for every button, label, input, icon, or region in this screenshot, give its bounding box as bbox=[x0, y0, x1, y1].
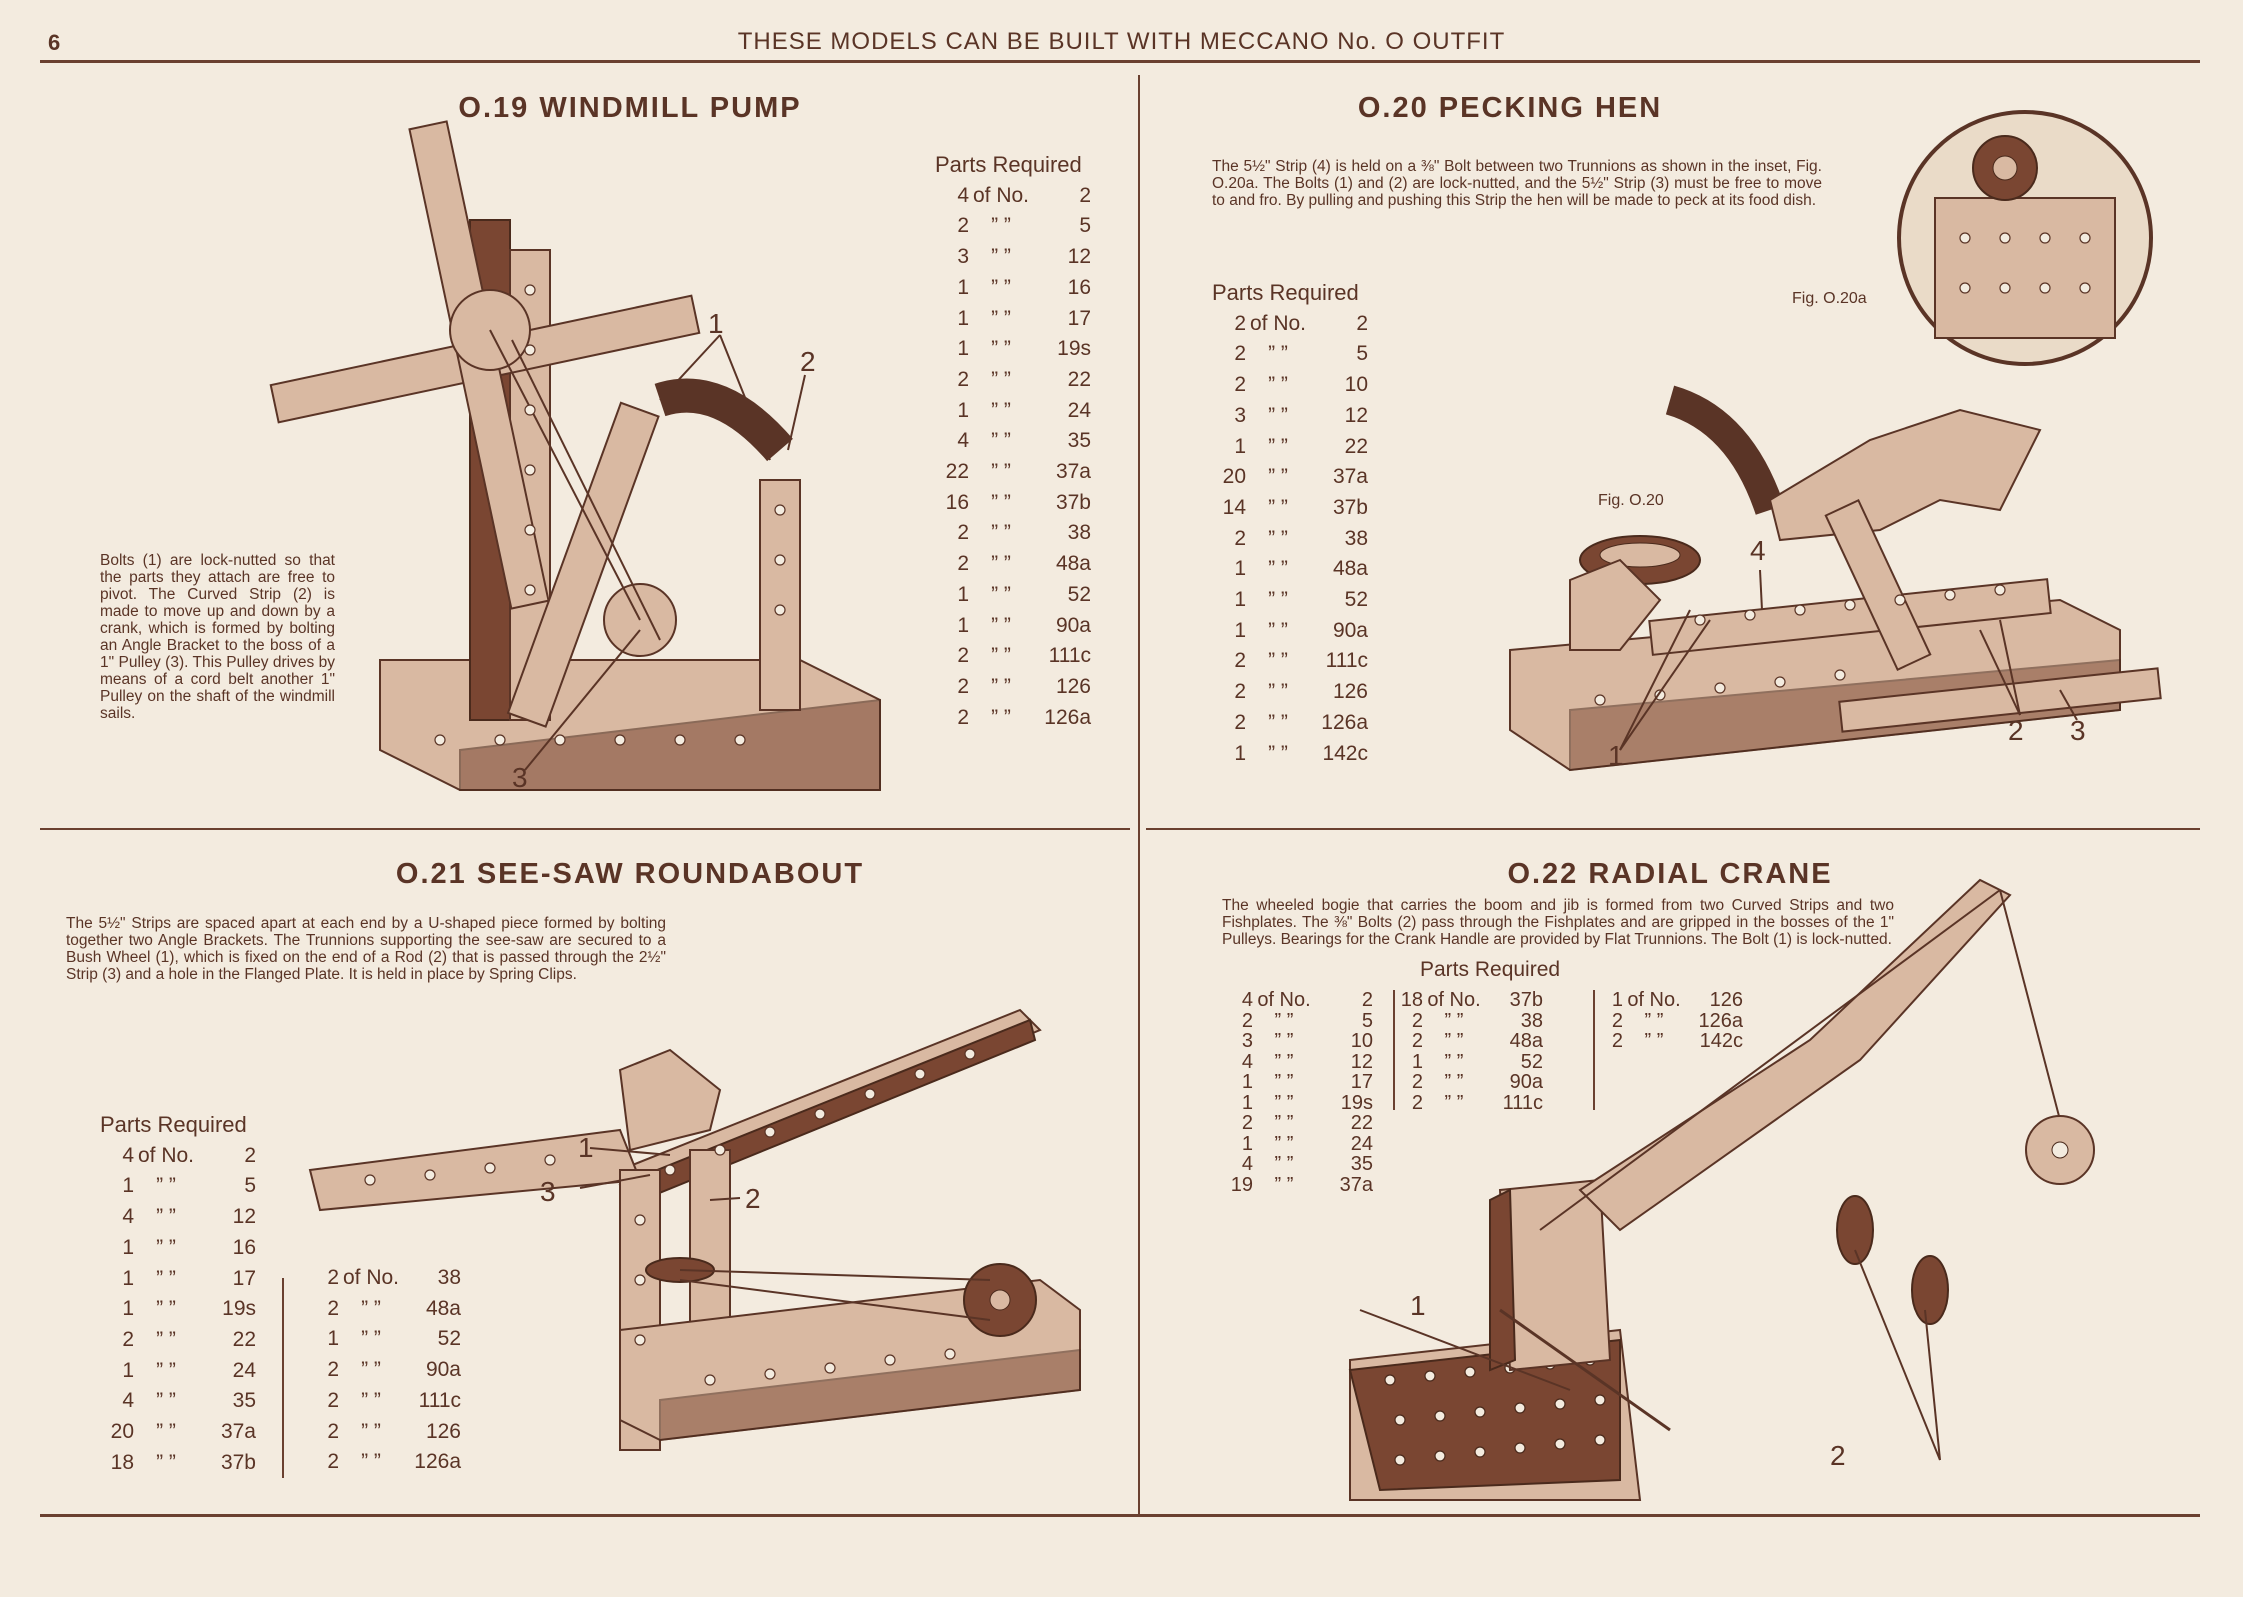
parts-row bbox=[935, 334, 1105, 365]
model-title-o22: O.22 RADIAL CRANE bbox=[1507, 858, 1833, 890]
part-number: 12 bbox=[232, 1205, 256, 1229]
inset-caption-o20: Fig. O.20a bbox=[1792, 290, 1867, 307]
part-marker: ” ” bbox=[1274, 1153, 1294, 1175]
vertical-divider bbox=[1138, 75, 1140, 1515]
parts-row bbox=[100, 1233, 260, 1264]
parts-heading-o19: Parts Required bbox=[935, 152, 1082, 177]
part-marker: ” ” bbox=[1268, 465, 1288, 489]
part-marker: ” ” bbox=[991, 674, 1011, 698]
part-marker: ” ” bbox=[156, 1420, 176, 1444]
part-marker: ” ” bbox=[1268, 403, 1288, 427]
part-quantity: 1 bbox=[1234, 741, 1246, 765]
part-number: 22 bbox=[1344, 434, 1368, 458]
parts-list-o20 bbox=[1212, 278, 1382, 769]
part-marker: ” ” bbox=[1268, 526, 1288, 550]
parts-row bbox=[1212, 524, 1382, 555]
part-number: 126a bbox=[414, 1450, 461, 1474]
part-number: 37b bbox=[220, 1450, 256, 1474]
footer-rule bbox=[40, 1514, 2200, 1517]
part-quantity: 2 bbox=[327, 1296, 339, 1320]
part-quantity: 14 bbox=[1222, 495, 1246, 519]
part-marker: of No. bbox=[137, 1143, 195, 1167]
part-number: 38 bbox=[1067, 521, 1091, 545]
part-quantity: 1 bbox=[957, 337, 969, 361]
part-marker: ” ” bbox=[1644, 1009, 1664, 1032]
see-saw-roundabout-illustration bbox=[290, 880, 1050, 1480]
part-quantity: 22 bbox=[945, 460, 969, 484]
part-number: 37b bbox=[1055, 490, 1091, 514]
part-marker: ” ” bbox=[1444, 1091, 1464, 1114]
part-marker: ” ” bbox=[361, 1388, 381, 1412]
parts-row bbox=[935, 611, 1105, 642]
part-marker: ” ” bbox=[991, 552, 1011, 576]
part-quantity: 2 bbox=[1241, 1009, 1253, 1032]
part-number: 16 bbox=[1067, 275, 1091, 299]
windmill-pump-illustration bbox=[240, 100, 920, 800]
middle-rule-left bbox=[40, 828, 1130, 830]
part-marker: ” ” bbox=[156, 1174, 176, 1198]
part-marker: ” ” bbox=[1268, 618, 1288, 642]
part-marker: ” ” bbox=[991, 521, 1011, 545]
part-quantity: 1 bbox=[122, 1358, 134, 1382]
part-quantity: 4 bbox=[122, 1205, 134, 1229]
part-number: 5 bbox=[1356, 342, 1368, 366]
part-marker: ” ” bbox=[1268, 373, 1288, 397]
part-quantity: 2 bbox=[327, 1450, 339, 1474]
part-number: 126 bbox=[1709, 989, 1743, 1011]
part-marker: ” ” bbox=[1274, 1030, 1294, 1052]
part-number: 17 bbox=[1067, 306, 1091, 330]
parts-row bbox=[935, 181, 1105, 212]
part-marker: ” ” bbox=[361, 1419, 381, 1443]
parts-row bbox=[935, 549, 1105, 580]
parts-row bbox=[100, 1386, 260, 1417]
part-number: 126 bbox=[425, 1419, 461, 1443]
callout-4-o20: 4 bbox=[1750, 535, 1766, 566]
model-description-o20: The 5½" Strip (4) is held on a ⅜" Bolt between two Trunnions as shown in the inset, Fig. O.20a. The Bolts (1) and (2) are lock-nutted, and the 5½" Strip (3) must be free to move to and fro. By pulling and pushing this Strip the hen will be made to peck at its food dish. bbox=[1212, 158, 1822, 209]
parts-row bbox=[100, 1448, 260, 1479]
parts-row bbox=[935, 457, 1105, 488]
parts-heading-o20: Parts Required bbox=[1212, 280, 1359, 305]
parts-list-o19 bbox=[935, 150, 1105, 733]
callout-3-o19: 3 bbox=[512, 762, 528, 793]
part-marker: ” ” bbox=[1274, 1112, 1294, 1134]
part-quantity: 1 bbox=[122, 1297, 134, 1321]
part-quantity: 4 bbox=[957, 183, 969, 207]
part-number: 16 bbox=[232, 1235, 256, 1259]
part-quantity: 2 bbox=[957, 674, 969, 698]
parts-row bbox=[1212, 646, 1382, 677]
part-quantity: 2 bbox=[327, 1388, 339, 1412]
parts-row bbox=[1212, 370, 1382, 401]
part-quantity: 1 bbox=[1234, 618, 1246, 642]
part-marker: ” ” bbox=[991, 613, 1011, 637]
part-quantity: 1 bbox=[1234, 588, 1246, 612]
part-marker: ” ” bbox=[991, 275, 1011, 299]
parts-row bbox=[1212, 401, 1382, 432]
part-marker: ” ” bbox=[991, 306, 1011, 330]
pecking-hen-inset-illustration bbox=[1895, 108, 2155, 368]
part-marker: of No. bbox=[1427, 989, 1481, 1011]
part-marker: ” ” bbox=[1274, 1173, 1294, 1196]
part-number: 37a bbox=[220, 1420, 256, 1444]
part-number: 38 bbox=[1344, 526, 1368, 550]
part-number: 37b bbox=[1509, 989, 1543, 1011]
parts-row bbox=[100, 1294, 260, 1325]
part-marker: ” ” bbox=[1268, 741, 1288, 765]
callout-2-o22: 2 bbox=[1830, 1440, 1846, 1471]
part-quantity: 2 bbox=[1234, 311, 1246, 335]
part-number: 10 bbox=[1350, 1030, 1373, 1052]
part-quantity: 1 bbox=[1241, 1071, 1253, 1093]
part-number: 52 bbox=[1344, 588, 1368, 612]
part-quantity: 2 bbox=[957, 705, 969, 729]
parts-row bbox=[1212, 462, 1382, 493]
part-quantity: 2 bbox=[1411, 1030, 1423, 1052]
part-marker: ” ” bbox=[1274, 1009, 1294, 1032]
part-number: 17 bbox=[232, 1266, 256, 1290]
part-marker: ” ” bbox=[361, 1358, 381, 1382]
part-number: 90a bbox=[1332, 618, 1368, 642]
parts-row bbox=[935, 365, 1105, 396]
parts-row bbox=[100, 1325, 260, 1356]
part-quantity: 2 bbox=[122, 1327, 134, 1351]
part-number: 48a bbox=[1509, 1030, 1543, 1052]
parts-row bbox=[1212, 339, 1382, 370]
part-quantity: 4 bbox=[957, 429, 969, 453]
model-description-o22: The wheeled bogie that carries the boom and jib is formed from two Curved Strips and two Fishplates. The ⅜" Bolts (2) pass through the Fishplates and are gripped in the bosses of the 1" Pulleys. Bearings for the Crank Handle are provided by Flat Trunnions. The Bolt (1) is lock-nutted. bbox=[1222, 897, 1894, 948]
part-quantity: 2 bbox=[1241, 1112, 1253, 1134]
part-quantity: 1 bbox=[957, 582, 969, 606]
part-number: 37a bbox=[1332, 465, 1368, 489]
part-number: 111c bbox=[418, 1388, 461, 1412]
parts-row bbox=[935, 304, 1105, 335]
parts-heading-o22: Parts Required bbox=[1420, 958, 1561, 981]
part-quantity: 1 bbox=[1241, 1132, 1253, 1155]
parts-row bbox=[935, 580, 1105, 611]
part-marker: ” ” bbox=[156, 1205, 176, 1229]
part-quantity: 2 bbox=[957, 367, 969, 391]
part-marker: ” ” bbox=[991, 398, 1011, 422]
part-quantity: 1 bbox=[1411, 1050, 1423, 1073]
part-marker: ” ” bbox=[361, 1450, 381, 1474]
model-title-o21: O.21 SEE-SAW ROUNDABOUT bbox=[395, 858, 865, 890]
part-marker: ” ” bbox=[991, 490, 1011, 514]
part-number: 22 bbox=[1067, 367, 1091, 391]
part-quantity: 1 bbox=[122, 1174, 134, 1198]
part-quantity: 3 bbox=[1241, 1030, 1253, 1052]
part-marker: ” ” bbox=[1274, 1132, 1294, 1155]
part-number: 48a bbox=[1055, 552, 1091, 576]
part-quantity: 2 bbox=[1234, 649, 1246, 673]
parts-row bbox=[100, 1141, 260, 1172]
part-quantity: 2 bbox=[1234, 342, 1246, 366]
parts-row bbox=[1212, 739, 1382, 770]
callout-1-o20: 1 bbox=[1608, 740, 1624, 771]
part-number: 35 bbox=[1067, 429, 1091, 453]
part-number: 126 bbox=[1332, 680, 1368, 704]
part-quantity: 20 bbox=[1222, 465, 1246, 489]
parts-row bbox=[100, 1171, 260, 1202]
part-marker: of No. bbox=[1249, 311, 1307, 335]
part-number: 24 bbox=[1067, 398, 1091, 422]
figure-caption-o20: Fig. O.20 bbox=[1598, 492, 1664, 509]
part-number: 35 bbox=[232, 1389, 256, 1413]
part-number: 90a bbox=[425, 1358, 461, 1382]
part-quantity: 1 bbox=[957, 613, 969, 637]
part-quantity: 1 bbox=[957, 306, 969, 330]
part-quantity: 16 bbox=[945, 490, 969, 514]
part-number: 52 bbox=[437, 1327, 461, 1351]
parts-row bbox=[1212, 309, 1382, 340]
part-number: 5 bbox=[1361, 1009, 1373, 1032]
part-number: 126 bbox=[1055, 674, 1091, 698]
parts-row bbox=[1212, 432, 1382, 463]
part-number: 142c bbox=[1322, 741, 1368, 765]
part-quantity: 2 bbox=[1411, 1091, 1423, 1114]
part-marker: ” ” bbox=[361, 1296, 381, 1320]
parts-row bbox=[935, 518, 1105, 549]
model-title-o19: O.19 WINDMILL PUMP bbox=[458, 92, 802, 124]
parts-row bbox=[100, 1417, 260, 1448]
part-number: 111c bbox=[1502, 1091, 1543, 1114]
parts-heading-o21: Parts Required bbox=[100, 1112, 247, 1137]
part-marker: ” ” bbox=[1268, 342, 1288, 366]
callout-1-o22: 1 bbox=[1410, 1290, 1426, 1321]
part-marker: ” ” bbox=[1268, 710, 1288, 734]
parts-row bbox=[1212, 616, 1382, 647]
parts-row bbox=[935, 426, 1105, 457]
part-number: 37b bbox=[1332, 495, 1368, 519]
part-marker: ” ” bbox=[1268, 495, 1288, 519]
part-number: 2 bbox=[1079, 183, 1091, 207]
part-number: 2 bbox=[1356, 311, 1368, 335]
part-marker: ” ” bbox=[1268, 649, 1288, 673]
callout-2-o19: 2 bbox=[800, 346, 816, 377]
model-title-o20: O.20 PECKING HEN bbox=[1357, 92, 1663, 124]
part-quantity: 1 bbox=[957, 398, 969, 422]
part-number: 5 bbox=[1079, 214, 1091, 238]
part-number: 52 bbox=[1067, 582, 1091, 606]
part-marker: ” ” bbox=[991, 245, 1011, 269]
part-quantity: 2 bbox=[1234, 680, 1246, 704]
part-number: 10 bbox=[1344, 373, 1368, 397]
part-quantity: 1 bbox=[122, 1235, 134, 1259]
parts-row bbox=[1212, 493, 1382, 524]
part-marker: ” ” bbox=[1268, 588, 1288, 612]
part-quantity: 2 bbox=[1611, 1030, 1623, 1052]
header-rule bbox=[40, 60, 2200, 63]
part-quantity: 2 bbox=[1234, 710, 1246, 734]
parts-row bbox=[935, 488, 1105, 519]
part-number: 2 bbox=[244, 1143, 256, 1167]
part-quantity: 2 bbox=[1611, 1009, 1623, 1032]
part-number: 19s bbox=[222, 1297, 256, 1321]
part-number: 2 bbox=[1361, 989, 1373, 1011]
part-number: 52 bbox=[1520, 1050, 1543, 1073]
part-quantity: 3 bbox=[1234, 403, 1246, 427]
part-quantity: 2 bbox=[327, 1419, 339, 1443]
part-marker: ” ” bbox=[156, 1450, 176, 1474]
part-number: 19s bbox=[1057, 337, 1091, 361]
part-quantity: 2 bbox=[957, 552, 969, 576]
part-marker: of No. bbox=[972, 183, 1030, 207]
part-marker: ” ” bbox=[991, 367, 1011, 391]
part-number: 22 bbox=[232, 1327, 256, 1351]
part-quantity: 2 bbox=[957, 644, 969, 668]
part-number: 126a bbox=[1698, 1009, 1743, 1032]
part-marker: ” ” bbox=[156, 1297, 176, 1321]
part-marker: ” ” bbox=[1444, 1050, 1464, 1073]
part-marker: ” ” bbox=[1444, 1009, 1464, 1032]
part-number: 12 bbox=[1067, 245, 1091, 269]
part-number: 19s bbox=[1340, 1091, 1373, 1114]
callout-1-o19: 1 bbox=[708, 308, 724, 339]
part-number: 38 bbox=[437, 1266, 461, 1289]
part-marker: ” ” bbox=[156, 1327, 176, 1351]
part-marker: ” ” bbox=[991, 705, 1011, 729]
part-marker: of No. bbox=[342, 1266, 400, 1289]
part-quantity: 3 bbox=[957, 245, 969, 269]
part-marker: ” ” bbox=[361, 1327, 381, 1351]
parts-row bbox=[100, 1202, 260, 1233]
parts-row bbox=[1212, 708, 1382, 739]
part-quantity: 2 bbox=[957, 521, 969, 545]
part-number: 5 bbox=[244, 1174, 256, 1198]
part-marker: ” ” bbox=[991, 337, 1011, 361]
callout-2-o21: 2 bbox=[745, 1183, 761, 1214]
part-marker: ” ” bbox=[156, 1266, 176, 1290]
part-quantity: 2 bbox=[1234, 526, 1246, 550]
part-quantity: 4 bbox=[122, 1143, 134, 1167]
page-number: 6 bbox=[48, 30, 61, 55]
callout-1-o21: 1 bbox=[578, 1132, 594, 1163]
part-number: 126a bbox=[1044, 705, 1091, 729]
page-header: THESE MODELS CAN BE BUILT WITH MECCANO No. O OUTFIT bbox=[737, 28, 1506, 55]
part-number: 90a bbox=[1055, 613, 1091, 637]
part-marker: ” ” bbox=[991, 582, 1011, 606]
middle-rule-right bbox=[1146, 828, 2200, 830]
part-number: 111c bbox=[1048, 644, 1091, 668]
parts-row bbox=[935, 703, 1105, 734]
part-number: 126a bbox=[1321, 710, 1368, 734]
callout-3-o21: 3 bbox=[540, 1176, 556, 1207]
part-number: 48a bbox=[1332, 557, 1368, 581]
part-marker: ” ” bbox=[1274, 1071, 1294, 1093]
parts-row bbox=[100, 1356, 260, 1387]
part-marker: ” ” bbox=[991, 460, 1011, 484]
parts-row bbox=[1212, 554, 1382, 585]
part-quantity: 1 bbox=[327, 1327, 339, 1351]
part-marker: ” ” bbox=[1444, 1030, 1464, 1052]
part-marker: ” ” bbox=[1644, 1030, 1664, 1052]
part-marker: ” ” bbox=[1268, 680, 1288, 704]
part-quantity: 18 bbox=[1400, 989, 1423, 1011]
parts-row bbox=[935, 396, 1105, 427]
part-number: 37a bbox=[1339, 1173, 1373, 1196]
parts-row bbox=[935, 211, 1105, 242]
part-quantity: 19 bbox=[1230, 1173, 1253, 1196]
parts-row bbox=[935, 242, 1105, 273]
part-number: 24 bbox=[232, 1358, 256, 1382]
part-number: 37a bbox=[1055, 460, 1091, 484]
part-marker: ” ” bbox=[156, 1235, 176, 1259]
part-marker: of No. bbox=[1257, 989, 1311, 1011]
part-quantity: 2 bbox=[957, 214, 969, 238]
parts-row bbox=[100, 1264, 260, 1295]
radial-crane-illustration bbox=[1340, 860, 2140, 1500]
part-quantity: 4 bbox=[122, 1389, 134, 1413]
part-quantity: 1 bbox=[1611, 989, 1623, 1011]
model-description-o19: Bolts (1) are lock-nutted so that the parts they attach are free to pivot. The Curved Strip (2) is made to move up and down by a crank, which is formed by bolting an Angle Bracket to the boss of a 1" Pulley (3). This Pulley drives by means of a cord belt another 1" Pulley on the shaft of the windmill sails. bbox=[100, 552, 335, 722]
part-number: 48a bbox=[425, 1296, 461, 1320]
part-number: 17 bbox=[1350, 1071, 1373, 1093]
part-marker: ” ” bbox=[1444, 1071, 1464, 1093]
parts-row bbox=[935, 672, 1105, 703]
part-quantity: 2 bbox=[1411, 1009, 1423, 1032]
part-quantity: 2 bbox=[327, 1266, 339, 1289]
parts-row bbox=[1212, 585, 1382, 616]
part-number: 142c bbox=[1699, 1030, 1743, 1052]
part-number: 12 bbox=[1344, 403, 1368, 427]
part-marker: ” ” bbox=[991, 214, 1011, 238]
part-number: 12 bbox=[1350, 1050, 1373, 1073]
part-quantity: 1 bbox=[957, 275, 969, 299]
part-quantity: 20 bbox=[110, 1420, 134, 1444]
part-marker: ” ” bbox=[156, 1389, 176, 1413]
part-marker: of No. bbox=[1627, 989, 1681, 1011]
part-quantity: 1 bbox=[1234, 434, 1246, 458]
part-marker: ” ” bbox=[991, 429, 1011, 453]
part-quantity: 2 bbox=[1411, 1071, 1423, 1093]
part-number: 111c bbox=[1325, 649, 1368, 673]
parts-row bbox=[935, 641, 1105, 672]
parts-row bbox=[1212, 677, 1382, 708]
part-quantity: 18 bbox=[110, 1450, 134, 1474]
part-number: 38 bbox=[1520, 1009, 1543, 1032]
part-number: 35 bbox=[1350, 1153, 1373, 1175]
callout-3-o20: 3 bbox=[2070, 715, 2086, 746]
part-marker: ” ” bbox=[156, 1358, 176, 1382]
part-marker: ” ” bbox=[1268, 557, 1288, 581]
part-number: 22 bbox=[1350, 1112, 1373, 1134]
part-quantity: 1 bbox=[122, 1266, 134, 1290]
part-marker: ” ” bbox=[991, 644, 1011, 668]
part-number: 24 bbox=[1350, 1132, 1373, 1155]
part-quantity: 2 bbox=[327, 1358, 339, 1382]
part-number: 90a bbox=[1509, 1071, 1543, 1093]
parts-row bbox=[935, 273, 1105, 304]
part-marker: ” ” bbox=[1268, 434, 1288, 458]
part-quantity: 4 bbox=[1241, 1050, 1253, 1073]
part-quantity: 1 bbox=[1241, 1091, 1253, 1114]
callout-2-o20: 2 bbox=[2008, 715, 2024, 746]
part-quantity: 4 bbox=[1241, 1153, 1253, 1175]
part-quantity: 1 bbox=[1234, 557, 1246, 581]
part-marker: ” ” bbox=[1274, 1091, 1294, 1114]
part-marker: ” ” bbox=[1274, 1050, 1294, 1073]
part-quantity: 4 bbox=[1241, 989, 1253, 1011]
model-description-o21: The 5½" Strips are spaced apart at each end by a U-shaped piece formed by bolting together two Angle Brackets. The Trunnions supporting the see-saw are secured to a Bush Wheel (1), which is fixed on the end of a Rod (2) that is passed through the 2½" Strip (3) and a hole in the Flanged Plate. It is held in place by Spring Clips. bbox=[66, 915, 666, 983]
part-quantity: 2 bbox=[1234, 373, 1246, 397]
